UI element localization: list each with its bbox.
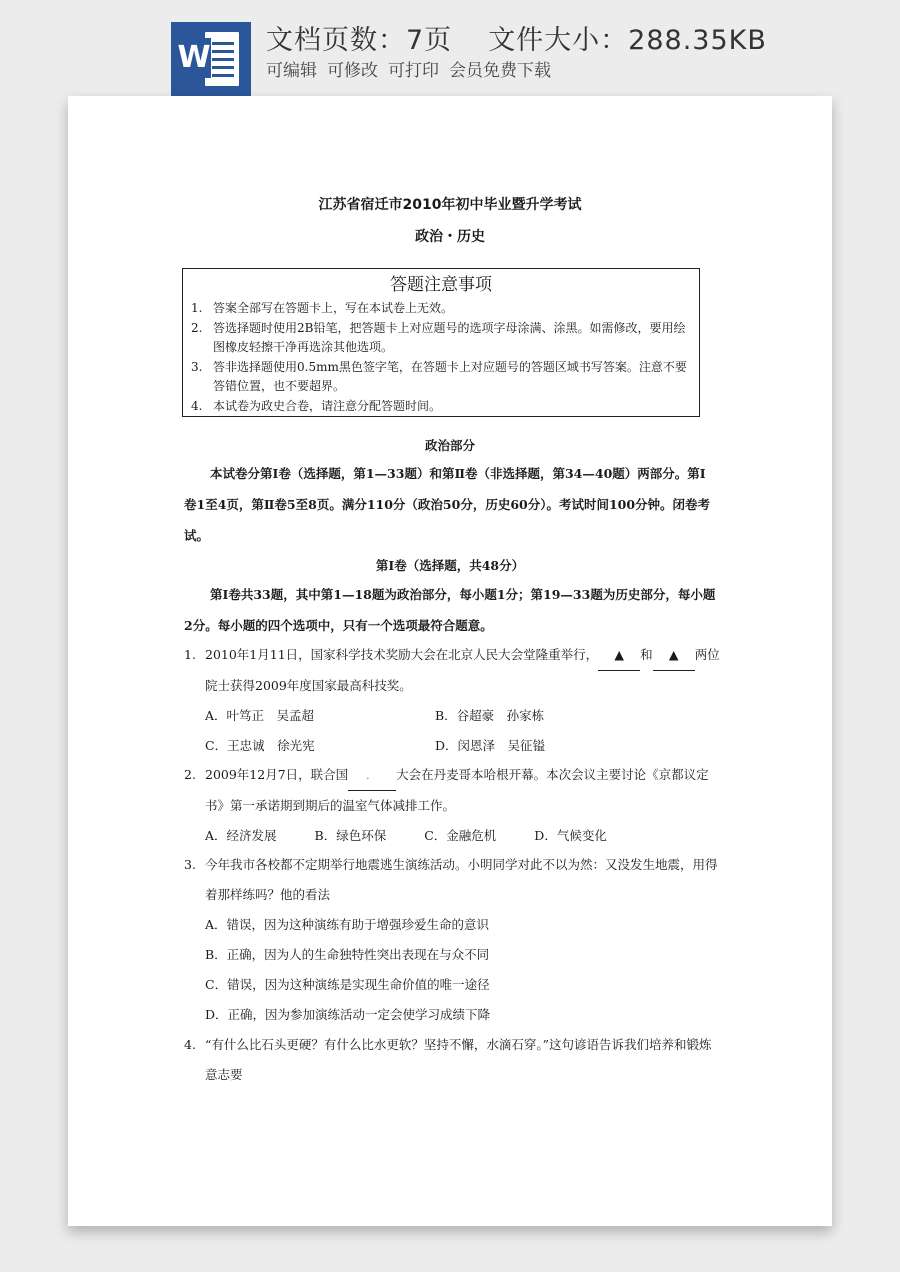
question-1 [184,640,724,761]
question-stem [184,850,724,910]
question-number: 3. [184,857,196,872]
notice-item-number: 1. [191,301,203,315]
notice-list [191,299,691,416]
feature-list [266,56,551,81]
option-c: C．错误，因为这种演练是实现生命价值的唯一途径 [205,977,490,992]
question-number: 2. [184,767,196,782]
stem-text: 两位院士获得2009年度国家最高科技奖。 [205,647,720,693]
stem-text: 大会在丹麦哥本哈根开幕。本次会议主要讨论《京都议定书》第一承诺期到期后的温室气体减排工作。 [205,767,709,813]
question-number: 4. [184,1037,196,1052]
notice-heading: 答题注意事项 [390,275,492,295]
stem-text: 2009年12月7日，联合国 [205,767,349,782]
option-c: C．金融危机 [424,828,497,843]
feature-modifiable: 可修改 [327,61,378,81]
word-letter: W [177,38,211,78]
part1-intro-paragraph: 第Ⅰ卷共33题，其中第1—18题为政治部分，每小题1分；第19—33题为历史部分，每小题2分。每小题的四个选项中，只有一个选项最符合题意。 [184,587,716,633]
notice-item-text: 答非选择题使用0.5mm黑色签字笔，在答题卡上对应题号的答题区域书写答案。注意不要答错位置，也不要超界。 [213,359,687,393]
file-size: 文件大小：288.35KB [488,25,767,56]
notice-item-number: 2. [191,320,203,335]
options [184,910,724,1030]
notice-item [191,397,691,417]
answer-blank: ． [348,760,396,791]
feature-editable: 可编辑 [266,61,317,81]
notice-item [191,358,691,397]
option-a: A．错误，因为这种演练有助于增强珍爱生命的意识 [205,917,490,932]
question-stem [184,640,724,701]
option-d: D．气候变化 [534,828,607,843]
option-c: C．王忠诚 徐光宪 [205,738,315,753]
option-a: A．叶笃正 吴孟超 [205,708,315,723]
section-heading-politics: 政治部分 [424,438,475,453]
stem-text: 今年我市各校都不定期举行地震逃生演练活动。小明同学对此不以为然：又没发生地震，用得着那样练吗？他的看法 [205,857,718,902]
notice-item [191,319,691,358]
question-number: 1. [184,647,196,662]
page-count: 文档页数：7页 [266,25,453,56]
notice-item-text: 答案全部写在答题卡上，写在本试卷上无效。 [213,301,454,315]
question-2 [184,760,724,851]
notice-item-text: 答选择题时使用2B铅笔，把答题卡上对应题号的选项字母涂满、涂黑。如需修改，要用绘图橡皮轻擦干净再选涂其他选项。 [213,320,686,354]
options [184,821,724,851]
exam-title: 江苏省宿迁市2010年初中毕业暨升学考试 [318,197,582,213]
option-b: B．绿色环保 [314,828,387,843]
stem-text: “有什么比石头更硬？有什么比水更软？坚持不懈，水滴石穿。”这句谚语告诉我们培养和锻炼意志要 [205,1037,712,1082]
option-d: D．正确，因为参加演练活动一定会使学习成绩下降 [205,1007,491,1022]
stem-text: 2010年1月11日，国家科学技术奖励大会在北京人民大会堂隆重举行， [205,647,599,662]
options [184,701,724,761]
exam-intro-paragraph: 本试卷分第Ⅰ卷（选择题，第1—33题）和第Ⅱ卷（非选择题，第34—40题）两部分。第Ⅰ卷1至4页，第Ⅱ卷5至8页。满分110分（政治50分，历史60分）。考试时间100分钟。闭卷考试。 [184,466,711,543]
exam-subtitle: 政治・历史 [415,229,485,245]
document-page [68,96,832,1226]
feature-free-download: 会员免费下载 [449,61,551,81]
question-3 [184,850,724,1030]
option-a: A．经济发展 [205,828,277,843]
notice-item [191,299,691,319]
part1-heading: 第Ⅰ卷（选择题，共48分） [375,558,525,573]
download-banner [0,0,900,96]
question-stem [184,760,724,821]
answer-blank: ▲ [598,640,640,671]
feature-printable: 可打印 [388,61,439,81]
notice-box [182,268,700,417]
question-4 [184,1030,724,1090]
notice-item-number: 4. [191,398,203,413]
notice-item-number: 3. [191,359,203,374]
notice-item-text: 本试卷为政史合卷，请注意分配答题时间。 [213,398,442,413]
option-b: B．正确，因为人的生命独特性突出表现在与众不同 [205,947,490,962]
option-d: D．闵恩泽 吴征镒 [435,738,546,753]
stem-text: 和 [640,647,653,662]
answer-blank: ▲ [653,640,695,671]
file-info [266,18,767,57]
word-document-icon [171,22,251,96]
option-b: B．谷超豪 孙家栋 [435,708,545,723]
question-stem [184,1030,724,1090]
